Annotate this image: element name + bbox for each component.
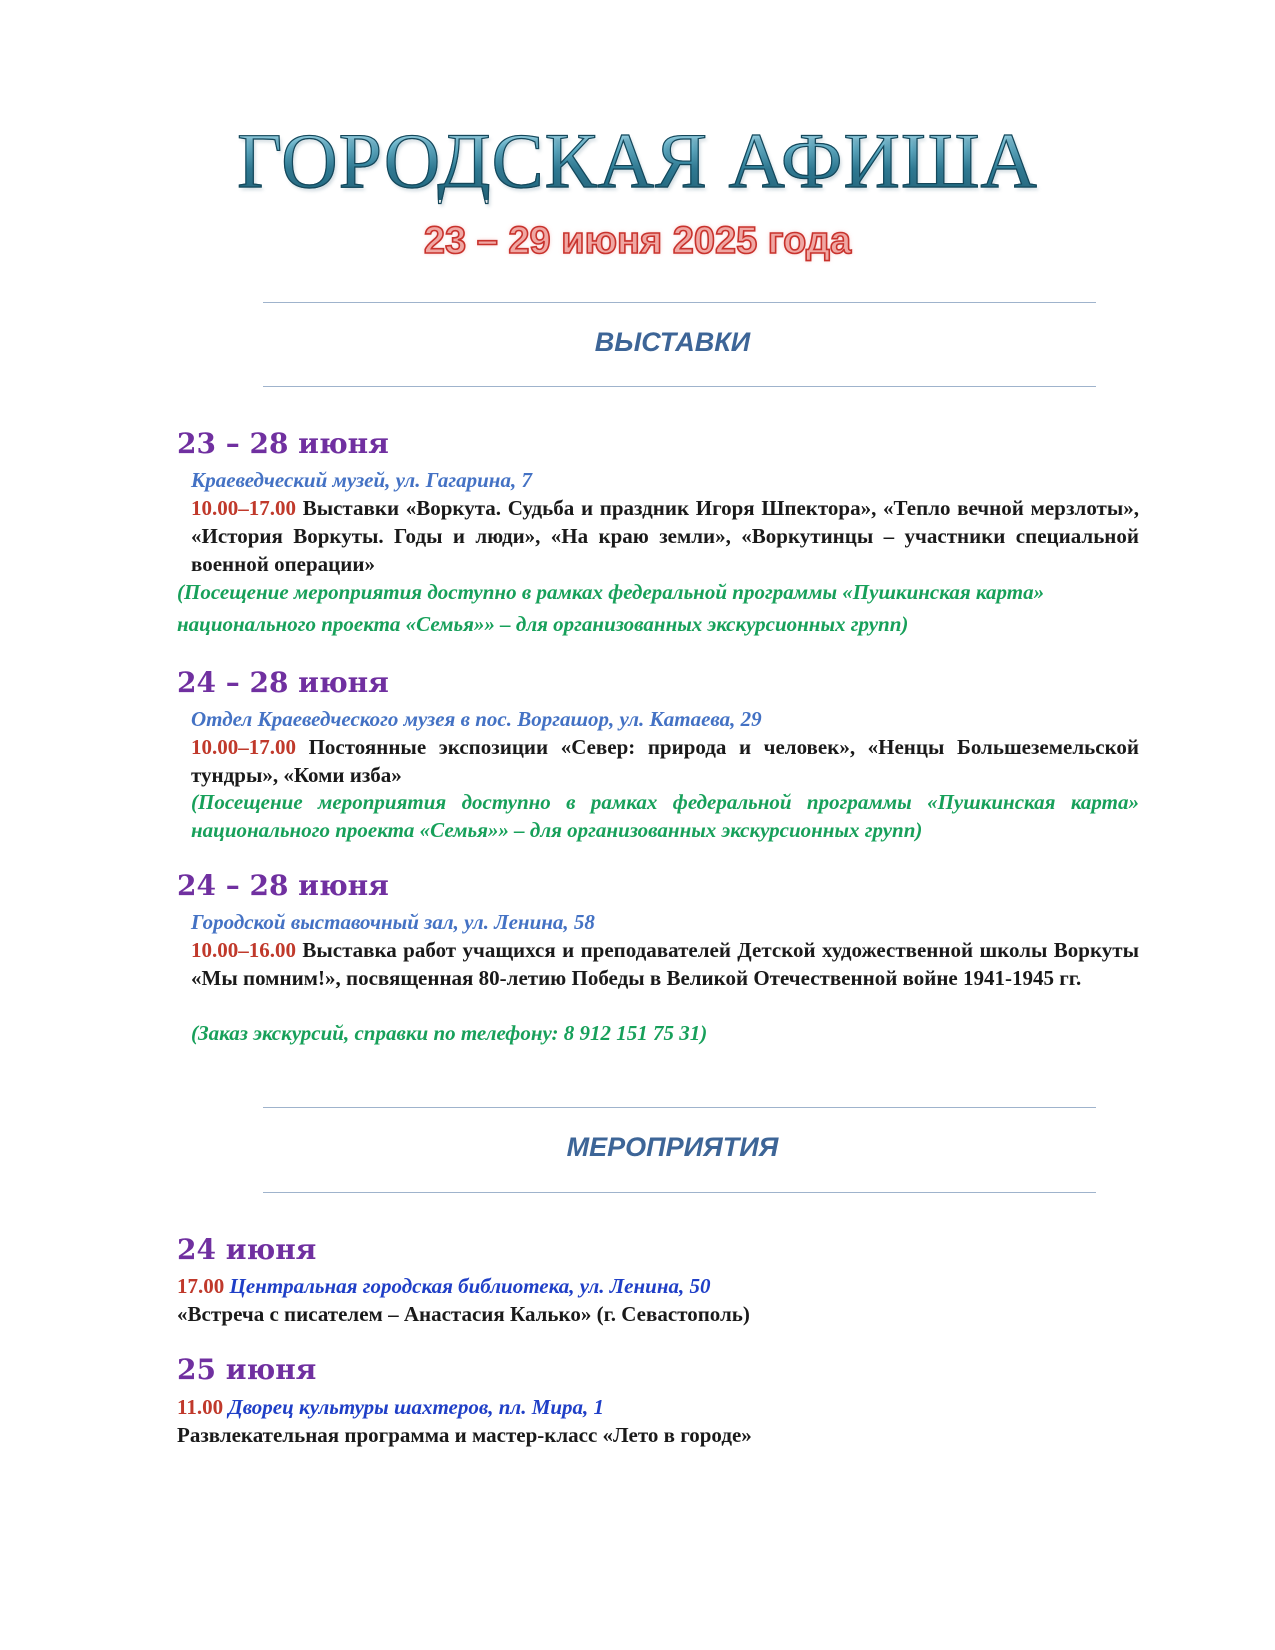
entry-time: 10.00–17.00 (191, 496, 296, 520)
entry-text: Развлекательная программа и мастер-класс «Лето в городе» (177, 1423, 752, 1447)
entry-note: (Заказ экскурсий, справки по телефону: 8 912 151 75 31) (191, 1021, 708, 1045)
entry-note: (Посещение мероприятия доступно в рамках федеральной программы «Пушкинская карта» национального проекта «Семья»» – для организованных экскурсионных групп) (177, 580, 1045, 636)
entry-date: 24 – 28 июня (177, 666, 389, 699)
entry-text: Выставки «Воркута. Судьба и праздник Игоря Шпектора», «Тепло вечной мерзлоты», «История Воркуты. Годы и люди», «На краю земли», «Воркутинцы – участники специальной военной операции» (191, 496, 1140, 576)
entry-venue: Городской выставочный зал, ул. Ленина, 58 (191, 910, 595, 934)
entry-time: 11.00 (177, 1395, 224, 1419)
entry-time: 17.00 (177, 1274, 225, 1298)
entry-time: 10.00–17.00 (191, 735, 296, 759)
entry-text: Выставка работ учащихся и преподавателей Детской художественной школы Воркуты «Мы помним!», посвященная 80-летию Победы в Великой Отечественной войне 1941-1945 гг. (191, 938, 1140, 990)
poster-title: ГОРОДСКАЯ АФИША (0, 122, 1275, 200)
poster-date-range: 23 – 29 июня 2025 года (423, 220, 852, 262)
entry-time-venue (177, 1393, 1137, 1421)
entry-note: (Посещение мероприятия доступно в рамках федеральной программы «Пушкинская карта» национального проекта «Семья»» – для организованных экскурсионных групп) (191, 790, 1139, 842)
entry-date: 25 июня (177, 1353, 317, 1386)
entry-date: 24 – 28 июня (177, 869, 389, 902)
section-title-exhibitions: ВЫСТАВКИ (594, 327, 751, 357)
entry-description (191, 936, 1139, 992)
entry-venue: Дворец культуры шахтеров, пл. Мира, 1 (228, 1395, 605, 1419)
entry-venue: Отдел Краеведческого музея в пос. Воргашор, ул. Катаева, 29 (191, 707, 762, 731)
section-divider-bottom (263, 386, 1096, 387)
section-divider-top (263, 302, 1096, 303)
entry-time: 10.00–16.00 (191, 938, 296, 962)
entry-description (191, 733, 1139, 789)
entry-text: «Встреча с писателем – Анастасия Калько» (г. Севастополь) (177, 1302, 750, 1326)
entry-date: 23 – 28 июня (177, 427, 389, 460)
section-title-events: МЕРОПРИЯТИЯ (566, 1132, 779, 1162)
entry-venue: Центральная городская библиотека, ул. Ленина, 50 (229, 1274, 711, 1298)
entry-description (191, 494, 1139, 578)
entry-text: Постоянные экспозиции «Север: природа и человек», «Ненцы Большеземельской тундры», «Коми изба» (191, 735, 1140, 787)
section-divider-top (263, 1107, 1096, 1108)
entry-venue: Краеведческий музей, ул. Гагарина, 7 (191, 468, 532, 492)
entry-time-venue (177, 1272, 1137, 1300)
section-divider-bottom (263, 1192, 1096, 1193)
entry-date: 24 июня (177, 1233, 317, 1266)
